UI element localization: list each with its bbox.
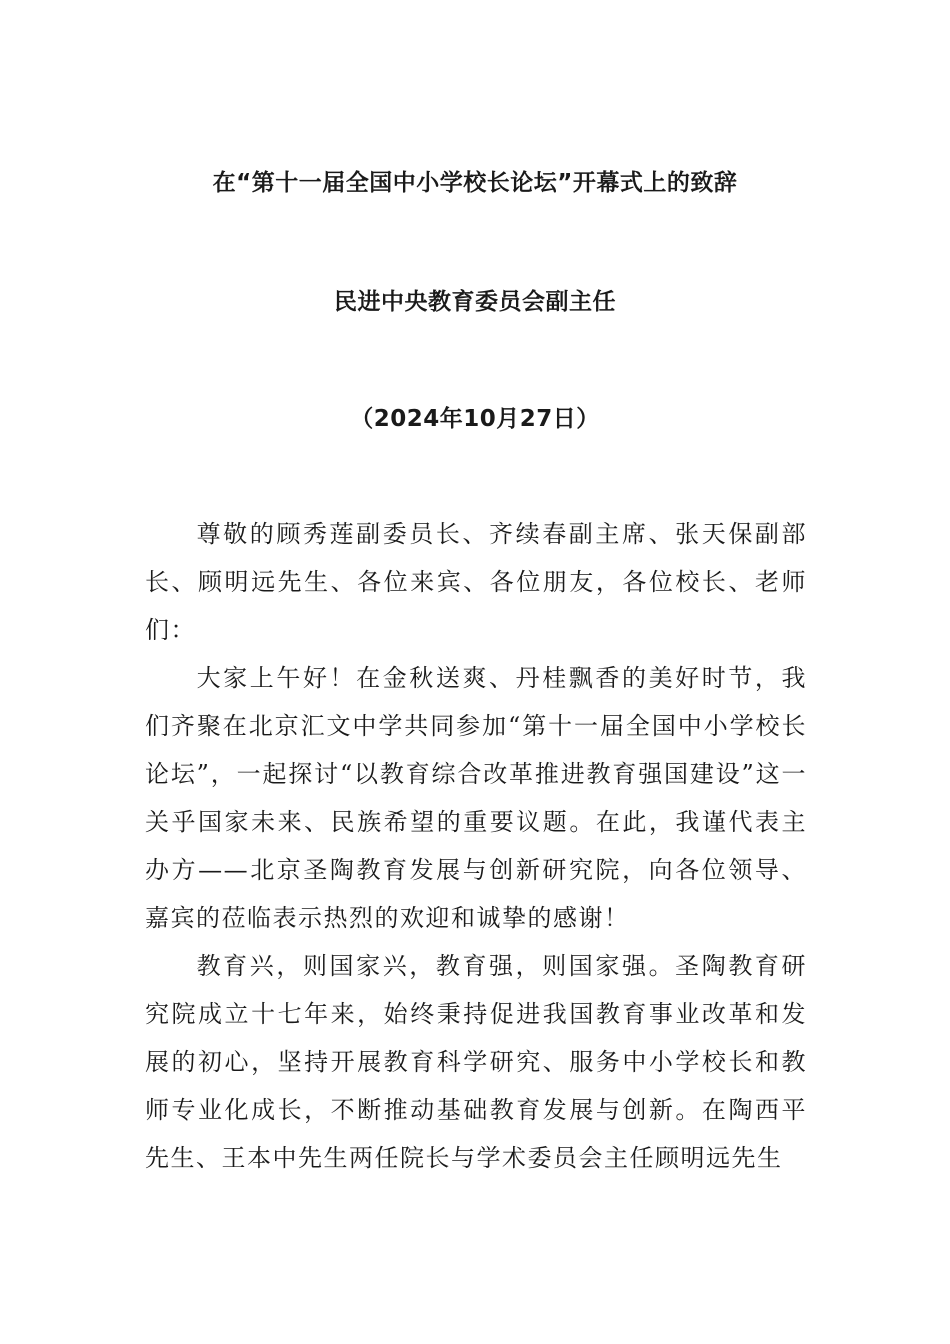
speaker-title: 民进中央教育委员会副主任 (334, 289, 616, 315)
speech-date: （2024年10月27日） (350, 406, 600, 432)
paragraph-salutation: 尊敬的顾秀莲副委员长、齐续春副主席、张天保副部长、顾明远先生、各位来宾、各位朋友，各位校长、老师们： (145, 520, 807, 644)
document-body (145, 510, 807, 1182)
document-title: 在“第十一届全国中小学校长论坛”开幕式上的致辞 (212, 170, 738, 196)
paragraph-education: 教育兴，则国家兴，教育强，则国家强。圣陶教育研究院成立十七年来，始终秉持促进我国教育事业改革和发展的初心，坚持开展教育科学研究、服务中小学校长和教师专业化成长，不断推动基础教育发展与创新。在陶西平先生、王本中先生两任院长与学术委员会主任顾明远先生 (145, 952, 807, 1172)
paragraph-greeting: 大家上午好！在金秋送爽、丹桂飘香的美好时节，我们齐聚在北京汇文中学共同参加“第十一届全国中小学校长论坛”，一起探讨“以教育综合改革推进教育强国建设”这一关乎国家未来、民族希望的重要议题。在此，我谨代表主办方——北京圣陶教育发展与创新研究院，向各位领导、嘉宾的莅临表示热烈的欢迎和诚挚的感谢！ (145, 664, 807, 932)
